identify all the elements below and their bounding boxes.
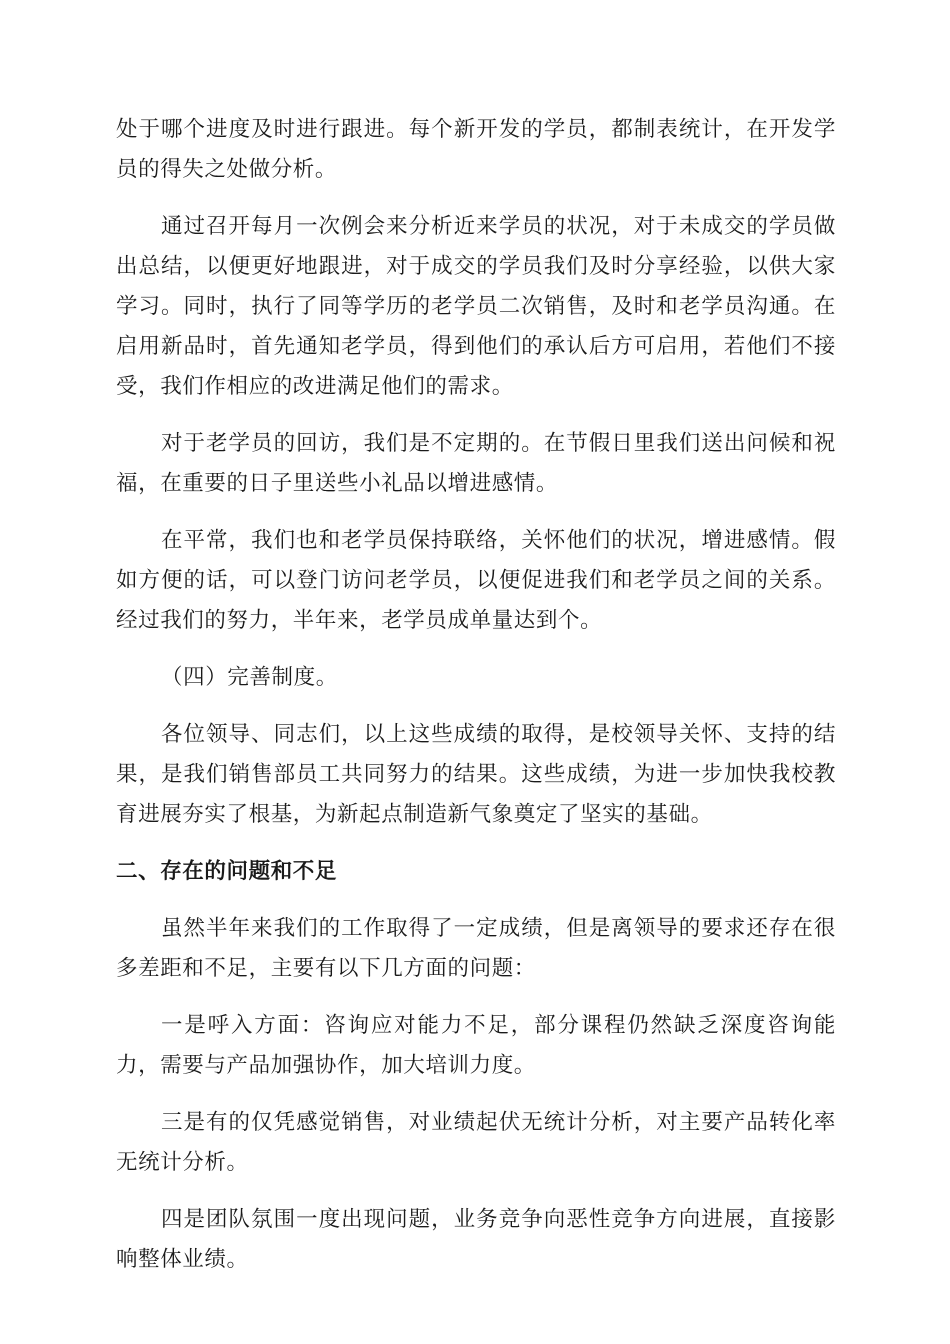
section-heading: 二、存在的问题和不足 (116, 859, 338, 884)
paragraph-revisit: 对于老学员的回访，我们是不定期的。在节假日里我们送出问候和祝福，在重要的日子里送些小礼品以增进感情。 (116, 431, 836, 496)
document-body (116, 110, 836, 1297)
paragraph-continued: 处于哪个进度及时进行跟进。每个新开发的学员，都制表统计，在开发学员的得失之处做分析。 (116, 117, 836, 182)
paragraph-problem-one: 一是呼入方面：咨询应对能力不足，部分课程仍然缺乏深度咨询能力，需要与产品加强协作，加大培训力度。 (116, 1013, 836, 1078)
paragraph-monthly-meeting: 通过召开每月一次例会来分析近来学员的状况，对于未成交的学员做出总结，以便更好地跟进，对于成交的学员我们及时分享经验，以供大家学习。同时，执行了同等学历的老学员二次销售，及时和老学员沟通。在启用新品时，首先通知老学员，得到他们的承认后方可启用，若他们不接受，我们作相应的改进满足他们的需求。 (116, 214, 836, 399)
paragraph-achievements: 各位领导、同志们，以上这些成绩的取得，是校领导关怀、支持的结果，是我们销售部员工共同努力的结果。这些成绩，为进一步加快我校教育进展夯实了根基，为新起点制造新气象奠定了坚实的基础。 (116, 722, 836, 827)
paragraph-problem-three: 三是有的仅凭感觉销售，对业绩起伏无统计分析，对主要产品转化率无统计分析。 (116, 1110, 836, 1175)
paragraph-problems-intro: 虽然半年来我们的工作取得了一定成绩，但是离领导的要求还存在很多差距和不足，主要有以下几方面的问题： (116, 916, 836, 981)
paragraph-section-four: （四）完善制度。 (161, 665, 338, 690)
paragraph-problem-four: 四是团队氛围一度出现问题，业务竞争向恶性竞争方向进展，直接影响整体业绩。 (116, 1207, 836, 1272)
paragraph-contact: 在平常，我们也和老学员保持联络，关怀他们的状况，增进感情。假如方便的话，可以登门访问老学员，以便促进我们和老学员之间的关系。经过我们的努力，半年来，老学员成单量达到个。 (116, 528, 836, 633)
